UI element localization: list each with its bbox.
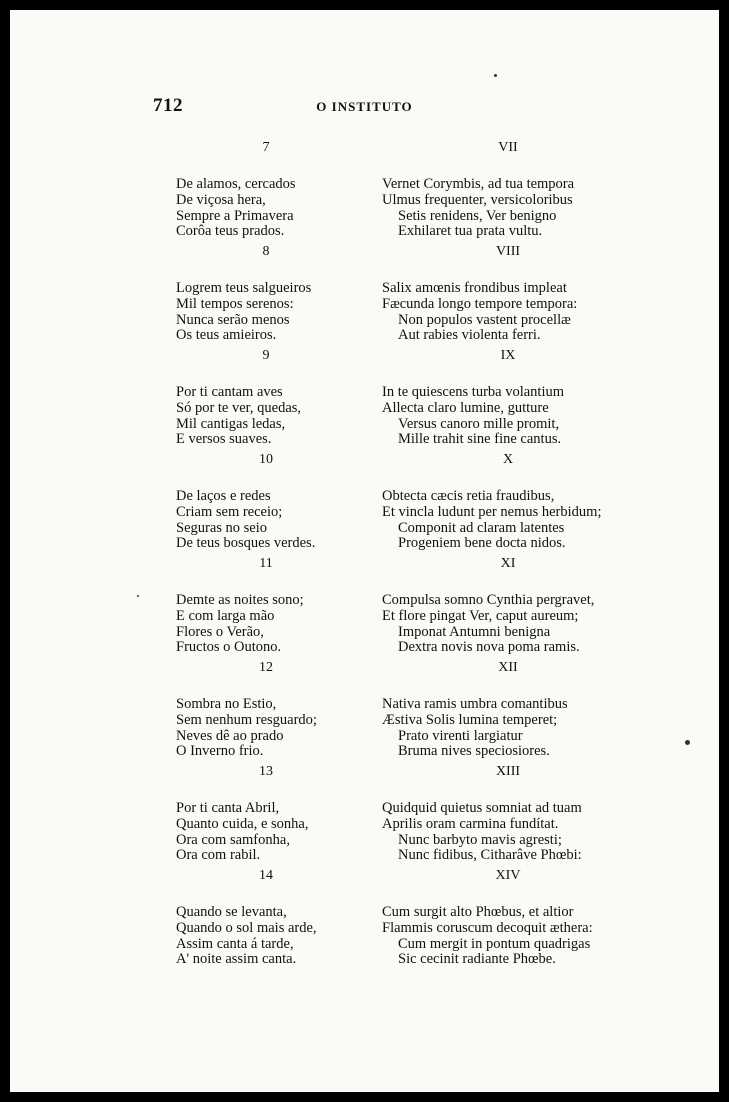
verse-line: Neves dê ao prado [176, 727, 284, 744]
stanza-lines [176, 489, 370, 552]
stanza-number: 13 [259, 764, 273, 779]
stanza [176, 553, 370, 656]
stanza-number: 12 [259, 660, 273, 675]
stanza-lines [176, 697, 370, 760]
verse-line: Compulsa somno Cynthia pergravet, [382, 592, 595, 608]
verse-line: Flores o Verão, [176, 623, 264, 640]
verse-line: De laços e redes [176, 488, 271, 504]
verse-line: Nativa ramis umbra comantibus [382, 696, 568, 712]
stanza-number: IX [500, 348, 516, 363]
verse-line: Por ti canta Abril, [176, 800, 280, 816]
stanza [176, 241, 370, 344]
verse-line: Quidquid quietus somniat ad tuam [382, 800, 582, 816]
verse-line: A' noite assim canta. [176, 951, 297, 968]
verse-line: Ora com rabil. [176, 847, 261, 864]
verse-line: E versos suaves. [176, 431, 272, 448]
verse-line: Setis renidens, Ver benigno [398, 207, 557, 224]
stanza-lines [382, 697, 642, 760]
verse-line: Flammis coruscum decoquit æthera: [382, 919, 593, 936]
verse-line: Sem nenhum resguardo; [176, 711, 317, 728]
verse-line: Mille trahit sine fine cantus. [398, 431, 562, 448]
verse-line: Sempre a Primavera [176, 207, 294, 224]
verse-line: Os teus amieiros. [176, 327, 277, 344]
verse-line: Fructos o Outono. [176, 639, 282, 656]
stanza-number: 8 [262, 244, 270, 259]
verse-line: O Inverno frio. [176, 743, 264, 760]
verse-line: Assim canta á tarde, [176, 935, 294, 952]
stanza-lines [382, 281, 642, 344]
verse-line: In te quiescens turba volantium [382, 384, 565, 400]
verse-line: Quando se levanta, [176, 904, 287, 920]
paper-speck [685, 740, 690, 745]
stanza-lines [176, 281, 370, 344]
stanza [382, 345, 642, 448]
book-page [10, 10, 719, 1092]
stanza [382, 553, 642, 656]
stanza-lines [176, 905, 370, 968]
stanza-lines [382, 593, 642, 656]
verse-line: Obtecta cæcis retia fraudibus, [382, 488, 555, 504]
verse-line: Ora com samfonha, [176, 831, 290, 848]
verse-line: Cum mergit in pontum quadrigas [398, 935, 591, 952]
verse-line: Componit ad claram latentes [398, 519, 565, 536]
verse-line: Por ti cantam aves [176, 384, 283, 400]
stanza [176, 345, 370, 448]
verse-line: Non populos vastent procellæ [398, 311, 571, 328]
verse-line: Corôa teus prados. [176, 223, 285, 240]
stanza [382, 137, 642, 240]
stanza-number: VII [498, 140, 518, 155]
stanza-number: 11 [259, 556, 273, 571]
stanza [382, 449, 642, 552]
verse-line: Aut rabies violenta ferri. [398, 327, 541, 344]
stanza-lines [382, 385, 642, 448]
stanza [176, 137, 370, 240]
stanza [382, 657, 642, 760]
stanza-number: XI [500, 556, 516, 571]
verse-line: Prato virenti largiatur [398, 727, 523, 744]
page-number: 712 [153, 95, 183, 116]
stanza-number: 7 [262, 140, 270, 155]
verse-line: Sombra no Estio, [176, 696, 277, 712]
paper-speck [137, 595, 139, 597]
verse-line: Criam sem receio; [176, 503, 283, 520]
verse-line: Versus canoro mille promit, [398, 415, 560, 432]
stanza-number: 14 [259, 868, 273, 883]
stanza-number: 9 [262, 348, 270, 363]
verse-line: Ulmus frequenter, versicoloribus [382, 191, 573, 208]
stanza-lines [382, 177, 642, 240]
stanza-lines [176, 177, 370, 240]
stanza [382, 761, 642, 864]
verse-line: Logrem teus salgueiros [176, 280, 312, 296]
verse-line: Só por te ver, quedas, [176, 399, 302, 416]
stanza [176, 761, 370, 864]
stanza-lines [382, 801, 642, 864]
stanza-lines [176, 801, 370, 864]
verse-line: Allecta claro lumine, gutture [382, 399, 549, 416]
verse-line: Fæcunda longo tempore tempora: [382, 295, 578, 312]
stanza-lines [176, 385, 370, 448]
verse-line: Nunc barbyto mavis agresti; [398, 831, 562, 848]
stanza-number: X [502, 452, 514, 467]
verse-line: E com larga mão [176, 607, 275, 624]
verse-line: De teus bosques verdes. [176, 535, 316, 552]
verse-line: Seguras no seio [176, 519, 268, 536]
stanza-number: VIII [495, 244, 521, 259]
verse-line: Nunca serão menos [176, 311, 290, 328]
stanza-lines [176, 593, 370, 656]
verse-line: Et flore pingat Ver, caput aureum; [382, 607, 579, 624]
stanza [176, 449, 370, 552]
verse-line: Dextra novis nova poma ramis. [398, 639, 580, 656]
stanza-number: XIV [495, 868, 521, 883]
running-title: O INSTITUTO [316, 99, 413, 114]
stanza [382, 865, 642, 968]
stanza [176, 657, 370, 760]
stanza-lines [382, 905, 642, 968]
verse-line: Et vincla ludunt per nemus herbidum; [382, 503, 602, 520]
paper-speck [494, 74, 497, 77]
verse-line: Vernet Corymbis, ad tua tempora [382, 176, 575, 192]
verse-line: Progeniem bene docta nidos. [398, 535, 566, 552]
verse-line: Nunc fidibus, Citharâve Phœbi: [398, 847, 582, 864]
verse-line: Mil tempos serenos: [176, 295, 294, 312]
verse-line: Æstiva Solis lumina temperet; [382, 711, 558, 728]
verse-line: Cum surgit alto Phœbus, et altior [382, 904, 574, 920]
verse-line: Salix amœnis frondibus impleat [382, 280, 567, 296]
page-header [10, 95, 719, 119]
stanza-number: XII [498, 660, 518, 675]
verse-line: Quando o sol mais arde, [176, 919, 317, 936]
stanza [382, 241, 642, 344]
stanza-lines [382, 489, 642, 552]
verse-line: Mil cantigas ledas, [176, 415, 286, 432]
verse-line: De alamos, cercados [176, 176, 296, 192]
verse-line: Imponat Antumni benigna [398, 623, 551, 640]
verse-line: Aprilis oram carmina fundítat. [382, 815, 559, 832]
verse-line: Sic cecinit radiante Phœbe. [398, 951, 556, 968]
verse-line: Exhilaret tua prata vultu. [398, 223, 543, 240]
stanza [176, 865, 370, 968]
verse-line: De viçosa hera, [176, 191, 266, 208]
verse-line: Bruma nives speciosiores. [398, 743, 550, 760]
stanza-number: XIII [495, 764, 521, 779]
stanza-number: 10 [259, 452, 273, 467]
verse-line: Demte as noites sono; [176, 592, 304, 608]
verse-line: Quanto cuida, e sonha, [176, 815, 309, 832]
